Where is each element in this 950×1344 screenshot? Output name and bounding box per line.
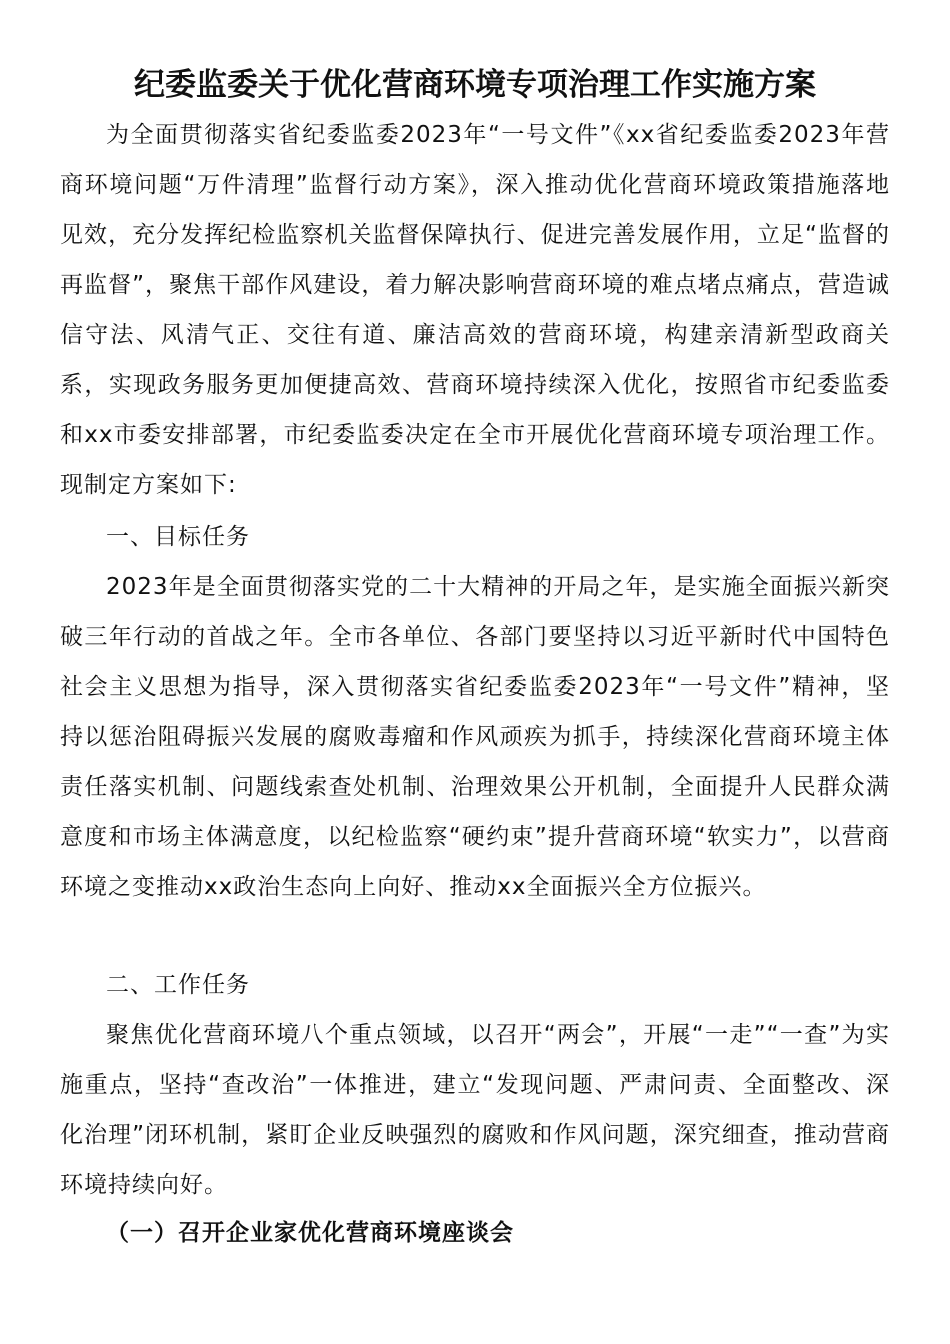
intro-paragraph: 为全面贯彻落实省纪委监委2023年“一号文件”《xx省纪委监委2023年营商环境问题“万件清理”监督行动方案》，深入推动优化营商环境政策措施落地见效，充分发挥纪检监察机关监督保障执行、促进完善发展作用，立足“监督的再监督”，聚焦干部作风建设，着力解决影响营商环境的难点堵点痛点，营造诚信守法、风清气正、交往有道、廉洁高效的营商环境，构建亲清新型政商关系，实现政务服务更加便捷高效、营商环境持续深入优化，按照省市纪委监委和xx市委安排部署，市纪委监委决定在全市开展优化营商环境专项治理工作。现制定方案如下: [60, 122, 890, 498]
section-2-subheading: （一）召开企业家优化营商环境座谈会 [106, 1220, 514, 1246]
section-2-heading: 二、工作任务 [106, 972, 250, 998]
document-title: 纪委监委关于优化营商环境专项治理工作实施方案 [134, 67, 816, 103]
section-2-paragraph: 聚焦优化营商环境八个重点领域，以召开“两会”，开展“一走”“一查”为实施重点，坚持“查改治”一体推进，建立“发现问题、严肃问责、全面整改、深化治理”闭环机制，紧盯企业反映强烈的腐败和作风问题，深究细查，推动营商环境持续向好。 [60, 1022, 890, 1198]
section-1-paragraph: 2023年是全面贯彻落实党的二十大精神的开局之年，是实施全面振兴新突破三年行动的首战之年。全市各单位、各部门要坚持以习近平新时代中国特色社会主义思想为指导，深入贯彻落实省纪委监委2023年“一号文件”精神，坚持以惩治阻碍振兴发展的腐败毒瘤和作风顽疾为抓手，持续深化营商环境主体责任落实机制、问题线索查处机制、治理效果公开机制，全面提升人民群众满意度和市场主体满意度，以纪检监察“硬约束”提升营商环境“软实力”，以营商环境之变推动xx政治生态向上向好、推动xx全面振兴全方位振兴。 [60, 574, 890, 900]
section-1-heading: 一、目标任务 [106, 524, 250, 550]
